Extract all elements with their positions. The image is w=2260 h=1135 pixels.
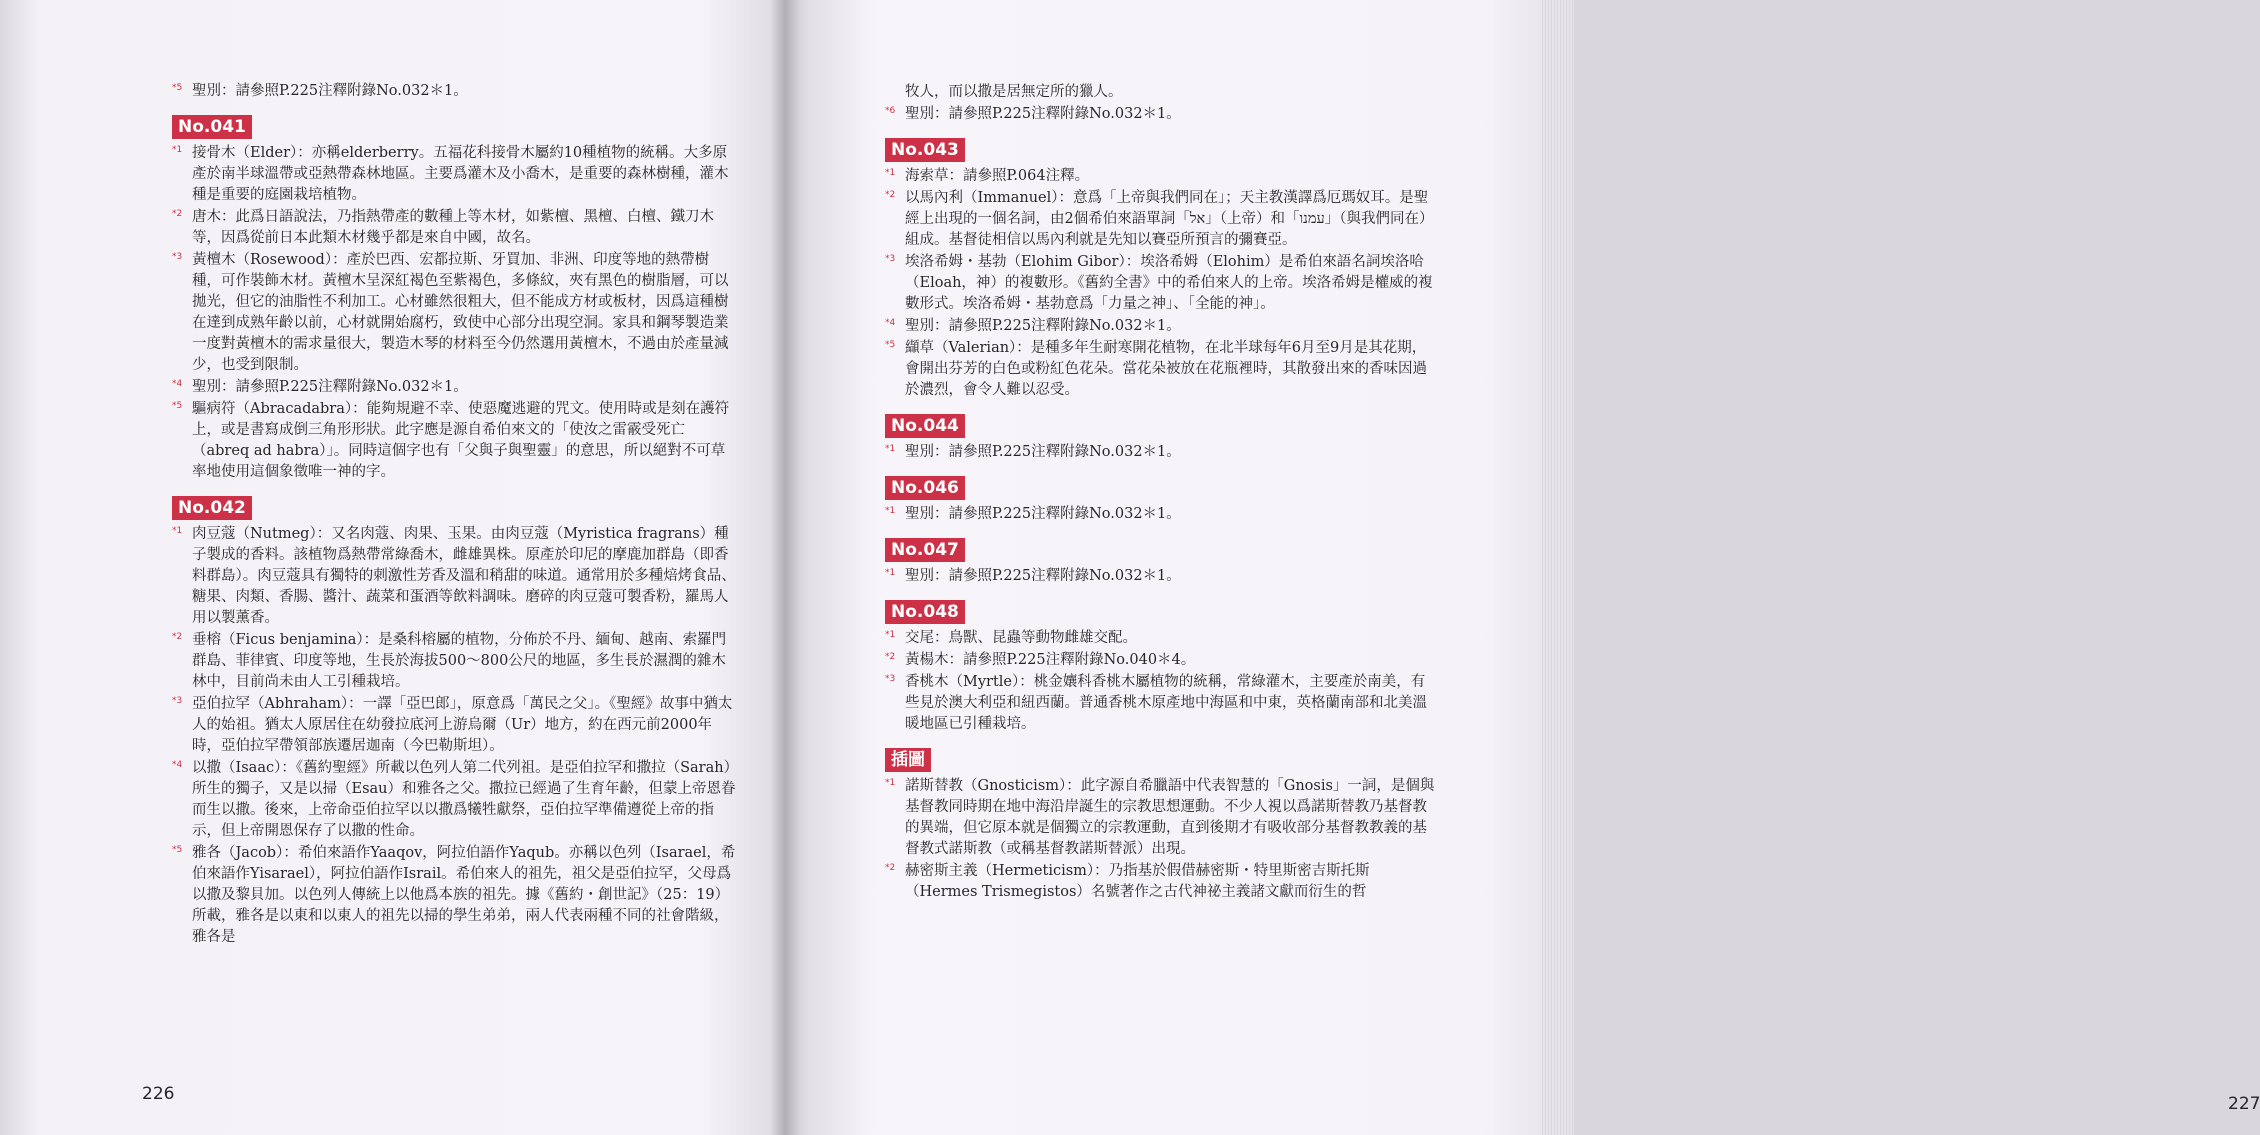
entry-text: 聖別：請參照P.225注釋附錄No.032＊1。: [905, 106, 1181, 122]
page-number: 227: [2228, 1094, 2260, 1114]
entry-marker: *3: [172, 252, 183, 262]
annotation-entry: [885, 672, 1437, 735]
annotation-entry: [885, 166, 1437, 187]
page-edges: [1540, 0, 1574, 1135]
entry-text: 海索草：請參照P.064注釋。: [905, 168, 1090, 184]
annotation-entry: [885, 104, 1437, 125]
entry-text: 香桃木（Myrtle）：桃金孃科香桃木屬植物的統稱，常綠灌木，主要產於南美，有些見於澳大利亞和紐西蘭。普通香桃木原產地中海區和中東，英格蘭南部和北美溫暖地區已引種栽培。: [905, 674, 1427, 732]
entry-marker: *5: [885, 340, 896, 350]
entry-text: 黃檀木（Rosewood）：產於巴西、宏都拉斯、牙買加、非洲、印度等地的熱帶樹種，可作裝飾木材。黃檀木呈深紅褐色至紫褐色，多條紋，夾有黑色的樹脂層，可以拋光，但它的油脂性不利加工。心材雖然很粗大，但不能成方材或板材，因爲這種樹在達到成熟年齡以前，心材就開始腐朽，致使中心部分出現空洞。家具和鋼琴製造業一度對黃檀木的需求量很大，製造木琴的材料至今仍然選用黃檀木，不過由於產量減少，也受到限制。: [192, 252, 729, 373]
annotation-entry: [172, 250, 738, 376]
entry-text: 接骨木（Elder）：亦稱elderberry。五福花科接骨木屬約10種植物的統稱。大多原產於南半球溫帶或亞熱帶森林地區。主要爲灌木及小喬木，是重要的森林樹種，灌木種是重要的庭園栽培植物。: [192, 145, 729, 203]
entry-text: 唐木：此爲日語說法，乃指熱帶產的數種上等木材，如紫檀、黑檀、白檀、鐵刀木等，因爲從前日本此類木材幾乎都是來自中國，故名。: [192, 209, 714, 246]
entry-marker: *4: [885, 318, 896, 328]
entry-marker: *1: [172, 526, 183, 536]
annotation-entry: [172, 81, 738, 102]
entry-marker: *1: [885, 568, 896, 578]
entry-marker: *5: [172, 401, 183, 411]
annotation-entry: [885, 252, 1437, 315]
annotation-entry: [885, 861, 1437, 903]
annotation-entry: [172, 694, 738, 757]
annotation-entry: [172, 399, 738, 483]
entry-marker: *1: [885, 778, 896, 788]
entry-text: 垂榕（Ficus benjamina）：是桑科榕屬的植物，分佈於不丹、緬甸、越南、索羅門群島、菲律賓、印度等地，生長於海拔500～800公尺的地區，多生長於濕潤的雜木林中，目前尚未由人工引種栽培。: [192, 632, 727, 690]
section-heading: No.046: [885, 476, 965, 500]
entry-text: 埃洛希姆・基勃（Elohim Gibor）：埃洛希姆（Elohim）是希伯來語名詞埃洛哈（Eloah，神）的複數形。《舊約全書》中的希伯來人的上帝。埃洛希姆是權威的複數形式。埃洛希姆・基勃意爲「力量之神」、「全能的神」。: [905, 254, 1433, 312]
annotation-entry: [172, 843, 738, 948]
entry-text: 黃楊木：請參照P.225注釋附錄No.040＊4。: [905, 652, 1196, 668]
annotation-entry: [172, 524, 738, 629]
entry-marker: *5: [172, 845, 183, 855]
entry-text: 赫密斯主義（Hermeticism）：乃指基於假借赫密斯・特里斯密吉斯托斯（Hermes Trismegistos）名號著作之古代神祕主義諸文獻而衍生的哲: [905, 863, 1370, 900]
entry-text: 聖別：請參照P.225注釋附錄No.032＊1。: [905, 568, 1181, 584]
page-number: 226: [142, 1084, 175, 1104]
entry-text: 聖別：請參照P.225注釋附錄No.032＊1。: [905, 318, 1181, 334]
annotation-entry: [172, 630, 738, 693]
entry-marker: *1: [885, 444, 896, 454]
annotation-entry: [172, 758, 738, 842]
entry-marker: *3: [172, 696, 183, 706]
continued-text: 牧人，而以撒是居無定所的獵人。: [905, 84, 1123, 100]
entry-marker: *4: [172, 760, 183, 770]
entry-text: 聖別：請參照P.225注釋附錄No.032＊1。: [905, 506, 1181, 522]
annotation-entry: [885, 566, 1437, 587]
left-page-text: [172, 81, 738, 948]
section-heading: No.042: [172, 496, 252, 520]
right-page-text: [885, 82, 1437, 903]
annotation-entry: [885, 188, 1437, 251]
entry-marker: *3: [885, 254, 896, 264]
annotation-entry: [172, 207, 738, 249]
entry-text: 肉豆蔻（Nutmeg）：又名肉蔻、肉果、玉果。由肉豆蔻（Myristica fragrans）種子製成的香料。該植物爲熱帶常綠喬木，雌雄異株。原產於印尼的摩鹿加群島（即香料群島）。肉豆蔻具有獨特的刺激性芳香及溫和稍甜的味道。通常用於多種焙烤食品、糖果、肉類、香腸、醬汁、蔬菜和蛋酒等飲料調味。磨碎的肉豆蔻可製香粉，羅馬人用以製薰香。: [192, 526, 736, 626]
entry-marker: *6: [885, 106, 896, 116]
annotation-entry: [885, 316, 1437, 337]
entry-marker: *1: [885, 630, 896, 640]
entry-marker: *2: [172, 209, 183, 219]
annotation-entry: [885, 628, 1437, 649]
section-heading: No.041: [172, 115, 252, 139]
entry-marker: *3: [885, 674, 896, 684]
entry-marker: *2: [885, 863, 896, 873]
entry-text: 雅各（Jacob）：希伯來語作Yaaqov，阿拉伯語作Yaqub。亦稱以色列（Isarael，希伯來語作Yisarael），阿拉伯語作Israil。希伯來人的祖先，祖父是亞伯拉罕，父母爲以撒及黎貝加。以色列人傳統上以他爲本族的祖先。據《舊約・創世記》（25：19）所載，雅各是以東和以東人的祖先以掃的學生弟弟，兩人代表兩種不同的社會階級，雅各是: [192, 845, 736, 945]
section-heading: No.043: [885, 138, 965, 162]
entry-text: 以馬內利（Immanuel）：意爲「上帝與我們同在」；天主教漢譯爲厄瑪奴耳。是聖經上出現的一個名詞，由2個希伯來語單詞「אל」（上帝）和「עמנו」（與我們同在）組成。基督徒相信以馬內利就是先知以賽亞所預言的彌賽亞。: [905, 190, 1434, 248]
section-heading: No.048: [885, 600, 965, 624]
section-heading: 插圖: [885, 748, 931, 772]
right-page: [785, 0, 2260, 1135]
entry-text: 亞伯拉罕（Abhraham）：一譯「亞巴郎」，原意爲「萬民之父」。《聖經》故事中猶太人的始祖。猶太人原居住在幼發拉底河上游烏爾（Ur）地方，約在西元前2000年時，亞伯拉罕帶領部族遷居迦南（今巴勒斯坦）。: [192, 696, 733, 754]
entry-marker: *1: [885, 506, 896, 516]
annotation-entry: [885, 650, 1437, 671]
left-page: [0, 0, 785, 1135]
annotation-entry: [172, 143, 738, 206]
entry-marker: *2: [172, 632, 183, 642]
entry-text: 驅病符（Abracadabra）：能夠規避不幸、使惡魔逃避的咒文。使用時或是刻在護符上，或是書寫成倒三角形形狀。此字應是源自希伯來文的「使汝之雷霰受死亡（abreq ad habra）」。同時這個字也有「父與子與聖靈」的意思，所以絕對不可草率地使用這個象徵唯一神的字。: [192, 401, 730, 480]
entry-marker: *5: [172, 83, 183, 93]
annotation-entry: [885, 504, 1437, 525]
annotation-entry: [885, 338, 1437, 401]
entry-marker: *1: [885, 168, 896, 178]
section-heading: No.044: [885, 414, 965, 438]
entry-marker: *1: [172, 145, 183, 155]
entry-text: 聖別：請參照P.225注釋附錄No.032＊1。: [192, 83, 468, 99]
entry-text: 聖別：請參照P.225注釋附錄No.032＊1。: [905, 444, 1181, 460]
entry-text: 諾斯替教（Gnosticism）：此字源自希臘語中代表智慧的「Gnosis」一詞，是個與基督教同時期在地中海沿岸誕生的宗教思想運動。不少人視以爲諾斯替教乃基督教的異端，但它原本就是個獨立的宗教運動，直到後期才有吸收部分基督教教義的基督教式諾斯教（或稱基督教諾斯替派）出現。: [905, 778, 1435, 857]
section-heading: No.047: [885, 538, 965, 562]
entry-text: 聖別：請參照P.225注釋附錄No.032＊1。: [192, 379, 468, 395]
annotation-entry: [885, 776, 1437, 860]
entry-text: 交尾：鳥獸、昆蟲等動物雌雄交配。: [905, 630, 1137, 646]
entry-marker: *2: [885, 652, 896, 662]
entry-text: 以撒（Isaac）：《舊約聖經》所載以色列人第二代列祖。是亞伯拉罕和撒拉（Sarah）所生的獨子，又是以掃（Esau）和雅各之父。撒拉已經過了生育年齡，但蒙上帝恩眷而生以撒。後來，上帝命亞伯拉罕以以撒爲犧牲獻祭，亞伯拉罕準備遵從上帝的指示，但上帝開恩保存了以撒的性命。: [192, 760, 736, 839]
annotation-entry: [885, 442, 1437, 463]
entry-text: 纈草（Valerian）：是種多年生耐寒開花植物，在北半球每年6月至9月是其花期，會開出芬芳的白色或粉紅色花朵。當花朵被放在花瓶裡時，其散發出來的香味因過於濃烈，會令人難以忍受。: [905, 340, 1427, 398]
annotation-entry: [172, 377, 738, 398]
entry-marker: *4: [172, 379, 183, 389]
entry-marker: *2: [885, 190, 896, 200]
